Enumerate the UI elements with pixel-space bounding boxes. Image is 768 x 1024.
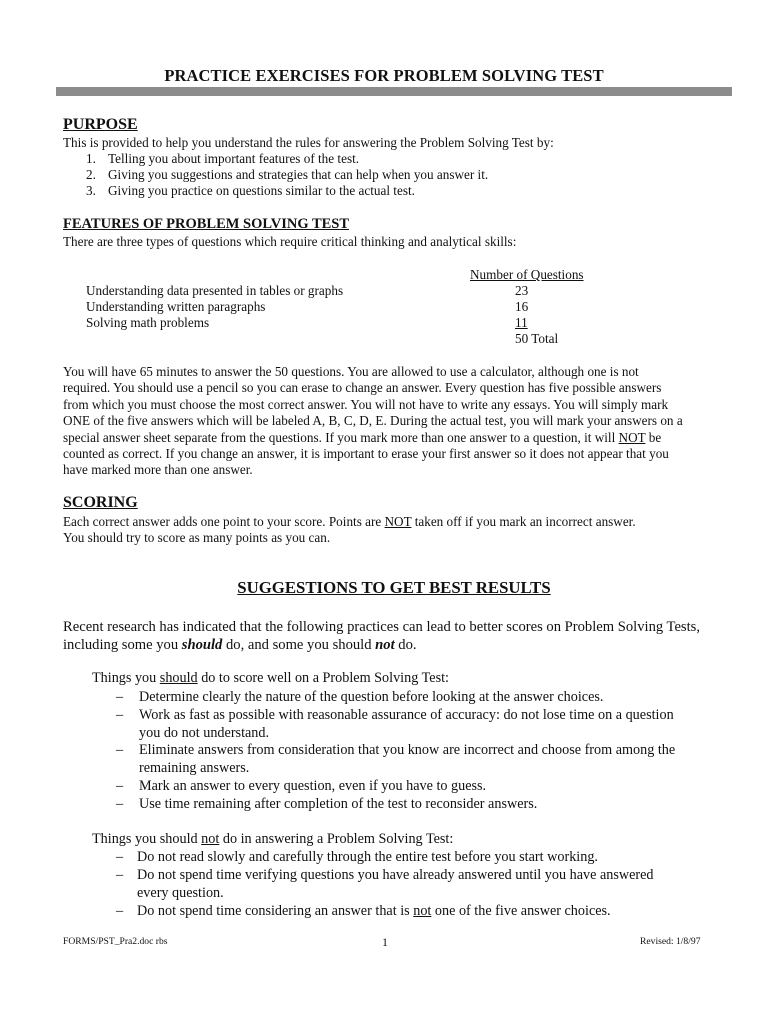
suggestions-heading: SUGGESTIONS TO GET BEST RESULTS xyxy=(237,578,551,597)
document-page: PRACTICE EXERCISES FOR PROBLEM SOLVING TEST PURPOSE This is provided to help you understand the rules for answering the Problem Solving Test by: 1. Telling you about important features of the test. 2. Giving you suggestions and strategies that can help when you answer it. 3. Giving you practice on questions similar to the actual test. FEATURES OF PROBLEM SOLVING TEST There are three types of questions which require critical thinking and analytical skills: Number of Questions Understanding data presented in tables or graphs 23 Understanding written paragraphs 16 Solving math problems 11 50 Total You will have 65 minutes to answer the 50 questions. You are allowed to use a calculator, although one is not required. You should use a pencil so you can erase to change an answer. Every question has five possible answers from which you must choose the most correct answer. You will not have to write any essays. You will simply mark ONE of the five answers which will be labeled A, B, C, D, E. During the actual test, you will mark your answers on a special answer sheet separate from the questions. If you mark more than one answer to a question, it will NOT be counted as correct. If you change an answer, it is important to erase your first answer so it does not appear that you have marked more than one answer. SCORING Each correct answer adds one point to your score. Points are NOT taken off if you mark an incorrect answer. You should try to score as many points as you can. SUGGESTIONS TO GET BEST RESULTS Recent research has indicated that the following practices can lead to better scores on Problem Solving Tests, including some you should do, and some you should not do. Things you should do to score well on a Problem Solving Test: – Determine clearly the nature of the question before looking at the answer choices. – Work as fast as possible with reasonable assurance of accuracy: do not lose time on a question you do not understand. – Eliminate answers from consideration that you know are incorrect and choose from among the remaining answers. – Mark an answer to every question, even if you have to guess. – Use time remaining after completion of the test to reconsider answers. Things you should not do in answering a Problem Solving Test: – Do not read slowly and carefully through the entire test before you start working. – Do not spend time verifying questions you have already answered until you have answered every question. – Do not spend time considering an answer that is not one of the five answer choices. FORMS/PST_Pra2.doc rbs 1 Revised: 1/8/97 xyxy=(0,0,768,1024)
title-rule xyxy=(56,87,732,96)
question-type-label: Understanding written paragraphs xyxy=(86,299,266,314)
should-do-heading: Things you should do to score well on a Problem Solving Test: xyxy=(92,670,449,686)
purpose-heading: PURPOSE xyxy=(63,116,138,133)
question-type-count: 23 xyxy=(515,283,529,298)
paragraph-line: required. You should use a pencil so you can erase to change an answer. Every question has five possible answers xyxy=(63,380,662,396)
purpose-item: 2. Giving you suggestions and strategies that can help when you answer it. xyxy=(86,167,489,182)
questions-total: 50 Total xyxy=(515,331,559,346)
rules-paragraph xyxy=(63,364,723,479)
document-title: PRACTICE EXERCISES FOR PROBLEM SOLVING TEST xyxy=(164,66,604,85)
questions-table-header: Number of Questions xyxy=(470,267,584,282)
paragraph-line: counted as correct. If you change an answer, it is important to erase your first answer so it does not appear that you xyxy=(63,446,669,462)
paragraph-line: special answer sheet separate from the questions. If you mark more than one answer to a question, it will NOT be xyxy=(63,429,662,445)
question-type-count: 16 xyxy=(515,299,529,314)
features-heading: FEATURES OF PROBLEM SOLVING TEST xyxy=(63,216,350,232)
paragraph-line: have marked more than one answer. xyxy=(63,462,253,478)
paragraph-line: from which you must choose the most correct answer. You will not have to write any essays. You will simply mark xyxy=(63,396,669,412)
should-not-heading: Things you should not do in answering a Problem Solving Test: xyxy=(92,831,454,847)
footer-filename: FORMS/PST_Pra2.doc rbs xyxy=(63,936,168,947)
paragraph-line: ONE of the five answers which will be labeled A, B, C, D, E. During the actual test, you will mark your answers on a xyxy=(63,413,683,429)
question-type-label: Understanding data presented in tables or graphs xyxy=(86,283,344,298)
features-intro: There are three types of questions which require critical thinking and analytical skills: xyxy=(63,234,517,249)
page-number: 1 xyxy=(382,935,388,949)
purpose-intro: This is provided to help you understand the rules for answering the Problem Solving Test by: xyxy=(63,135,554,150)
purpose-item: 1. Telling you about important features of the test. xyxy=(86,151,360,166)
question-type-count: 11 xyxy=(515,315,528,330)
scoring-heading: SCORING xyxy=(63,494,138,511)
purpose-item: 3. Giving you practice on questions similar to the actual test. xyxy=(86,183,415,198)
scoring-line: You should try to score as many points as you can. xyxy=(63,530,331,545)
suggestions-intro: Recent research has indicated that the following practices can lead to better scores on Problem Solving Tests, including some you should do, and some you should not do. xyxy=(63,619,700,653)
paragraph-line: You will have 65 minutes to answer the 50 questions. You are allowed to use a calculator, although one is not xyxy=(63,364,639,379)
scoring-line: Each correct answer adds one point to your score. Points are NOT taken off if you mark an incorrect answer. xyxy=(63,514,636,529)
footer-revised-date: Revised: 1/8/97 xyxy=(640,936,701,947)
question-type-label: Solving math problems xyxy=(86,315,210,330)
